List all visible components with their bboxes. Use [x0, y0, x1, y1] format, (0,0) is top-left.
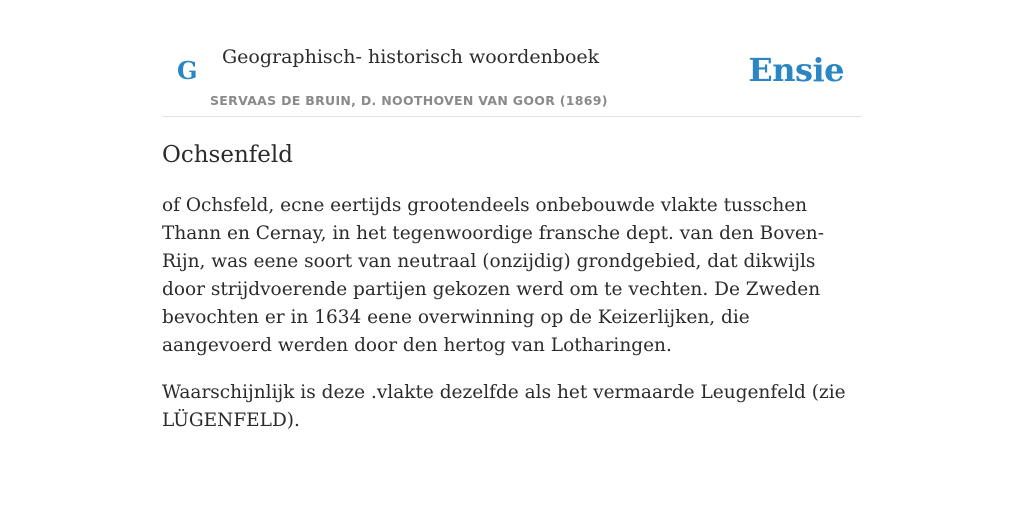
book-logo-link[interactable]: G [177, 56, 198, 85]
entry-body [162, 192, 862, 435]
book-title-link[interactable]: Geographisch- historisch woordenboek [222, 46, 600, 68]
entry-paragraph: Waarschijnlijk is deze .vlakte dezelfde als het vermaarde Leugenfeld (zie LÜGENFELD). [162, 382, 846, 431]
ensie-brand-link[interactable]: Ensie [748, 51, 844, 89]
book-authors: SERVAAS DE BRUIN, D. NOOTHOVEN VAN GOOR (1869) [210, 93, 608, 108]
book-header [162, 38, 862, 117]
entry-paragraph: of Ochsfeld, ecne eertijds grootendeels onbebouwde vlakte tusschen Thann en Cernay, in het tegenwoordige fransche dept. van den Boven-Rijn, was eene soort van neutraal (onzijdig) grondgebied, dat dikwijls door strijdvoerende partijen gekozen werd om te vechten. De Zweden bevochten er in 1634 eene overwinning op de Keizerlijken, die aangevoerd werden door den hertog van Lotharingen. [162, 195, 824, 356]
article [162, 136, 862, 435]
entry-title: Ochsenfeld [162, 142, 293, 168]
